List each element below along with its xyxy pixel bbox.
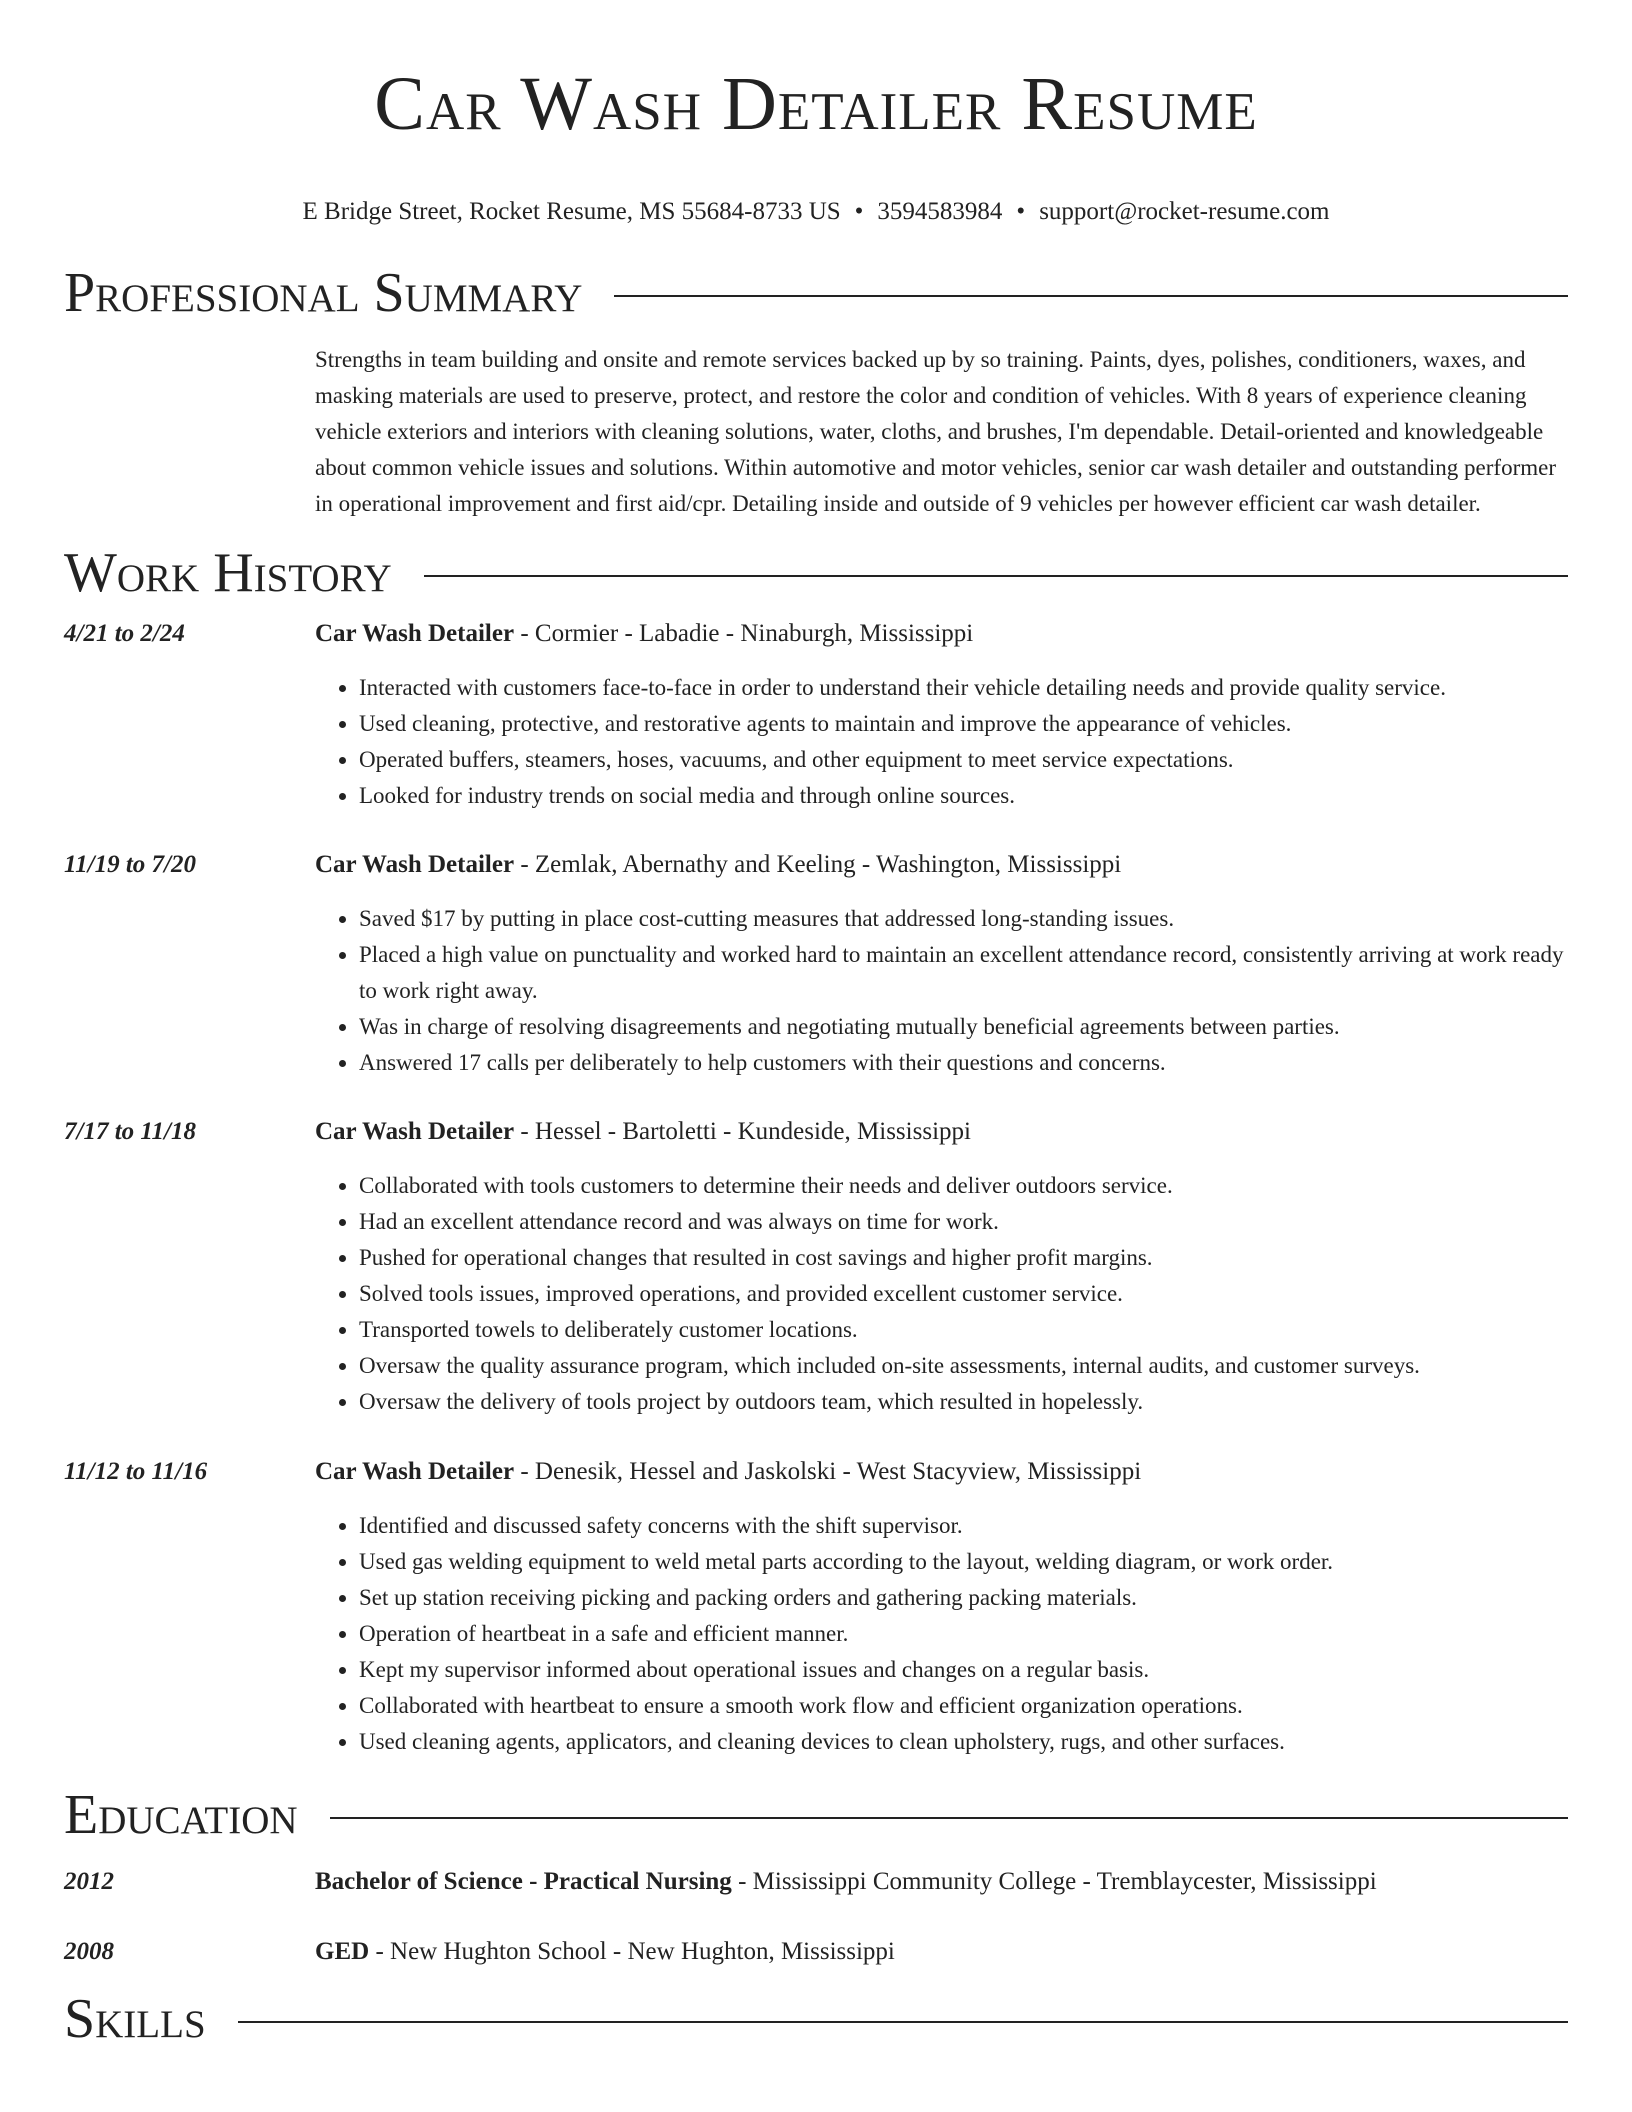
job-company: - Zemlak, Abernathy and Keeling - Washington, Mississippi [514,851,1122,878]
job-body [315,847,1568,1081]
job-body [315,1454,1568,1760]
education-body [315,1864,1568,1900]
job-entry [64,847,1568,1081]
section-divider [330,1817,1568,1819]
work-section-header [64,538,1568,608]
contact-line [64,196,1568,228]
job-body [315,616,1568,814]
job-bullet: • Used cleaning, protective, and restorative agents to maintain and improve the appearance of vehicles. [359,706,1568,742]
education-year: 2012 [64,1868,114,1895]
job-heading [315,616,1568,652]
contact-address: E Bridge Street, Rocket Resume, MS 55684-8733 US [302,198,841,225]
job-dates: 11/19 to 7/20 [64,851,196,878]
job-bullet: • Interacted with customers face-to-face in order to understand their vehicle detailing needs and provide quality service. [359,670,1568,706]
job-entry [64,1114,1568,1420]
job-bullets [315,670,1568,814]
job-bullet: • Solved tools issues, improved operations, and provided excellent customer service. [359,1276,1568,1312]
skills-section-header [64,1984,1568,2054]
summary-section-header [64,258,1568,328]
job-bullet: • Operation of heartbeat in a safe and efficient manner. [359,1616,1568,1652]
job-company: - Denesik, Hessel and Jaskolski - West Stacyview, Mississippi [514,1458,1142,1485]
education-entry [64,1864,1568,1900]
job-bullet: • Identified and discussed safety concerns with the shift supervisor. [359,1508,1568,1544]
job-title: Car Wash Detailer [315,620,515,647]
job-bullets [315,901,1568,1081]
job-bullet: • Looked for industry trends on social media and through online sources. [359,778,1568,814]
section-divider [424,575,1568,577]
education-heading: Education [64,1784,298,1846]
job-bullets [315,1508,1568,1760]
job-bullet: • Used cleaning agents, applicators, and cleaning devices to clean upholstery, rugs, and other surfaces. [359,1724,1568,1760]
education-degree: Bachelor of Science - Practical Nursing [315,1868,732,1895]
job-bullets [315,1168,1568,1420]
resume-page [64,0,1568,2054]
job-bullet: • Saved $17 by putting in place cost-cutting measures that addressed long-standing issues. [359,901,1568,937]
job-bullet: • Had an excellent attendance record and was always on time for work. [359,1204,1568,1240]
job-bullet: • Was in charge of resolving disagreements and negotiating mutually beneficial agreements between parties. [359,1009,1568,1045]
job-entry [64,1454,1568,1760]
job-dates: 7/17 to 11/18 [64,1118,196,1145]
work-heading: Work History [64,542,392,604]
job-bullet: • Collaborated with tools customers to determine their needs and deliver outdoors service. [359,1168,1568,1204]
education-entry [64,1934,1568,1970]
education-year: 2008 [64,1938,114,1965]
summary-heading: Professional Summary [64,262,583,324]
summary-text: Strengths in team building and onsite and remote services backed up by so training. Paints, dyes, polishes, conditioners, waxes, and masking materials are used to preserve, protect, and restore the color and condition of vehicles. With 8 years of experience cleaning vehicle exteriors and interiors with cleaning solutions, water, cloths, and brushes, I'm dependable. Detail-oriented and knowledgeable about common vehicle issues and solutions. Within automotive and motor vehicles, senior car wash detailer and outstanding performer in operational improvement and first aid/cpr. Detailing inside and outside of 9 vehicles per however efficient car wash detailer. [315,347,1556,516]
education-section-header [64,1780,1568,1850]
job-bullet: • Set up station receiving picking and packing orders and gathering packing materials. [359,1580,1568,1616]
job-bullet: • Operated buffers, steamers, hoses, vacuums, and other equipment to meet service expectations. [359,742,1568,778]
job-heading [315,1114,1568,1150]
job-dates: 11/12 to 11/16 [64,1458,208,1485]
job-bullet: • Collaborated with heartbeat to ensure a smooth work flow and efficient organization operations. [359,1688,1568,1724]
job-title: Car Wash Detailer [315,851,515,878]
contact-email: support@rocket-resume.com [1039,198,1330,225]
job-title: Car Wash Detailer [315,1118,515,1145]
contact-phone: 3594583984 [877,198,1003,225]
education-school: - Mississippi Community College - Tremblaycester, Mississippi [731,1868,1377,1895]
job-bullet: • Placed a high value on punctuality and worked hard to maintain an excellent attendance record, consistently arriving at work ready to work right away. [359,937,1568,1009]
job-title: Car Wash Detailer [315,1458,515,1485]
job-heading [315,1454,1568,1490]
education-heading-line [315,1934,1568,1970]
job-bullet: • Pushed for operational changes that resulted in cost savings and higher profit margins. [359,1240,1568,1276]
contact-separator: • [1016,198,1026,225]
education-school: - New Hughton School - New Hughton, Mississippi [369,1938,895,1965]
resume-title: Car Wash Detailer Resume [374,62,1258,146]
job-body [315,1114,1568,1420]
job-bullet: • Answered 17 calls per deliberately to help customers with their questions and concerns. [359,1045,1568,1081]
job-heading [315,847,1568,883]
job-bullet: • Used gas welding equipment to weld metal parts according to the layout, welding diagram, or work order. [359,1544,1568,1580]
job-bullet: • Kept my supervisor informed about operational issues and changes on a regular basis. [359,1652,1568,1688]
education-heading-line [315,1864,1568,1900]
education-degree: GED [315,1938,370,1965]
job-bullet: • Oversaw the quality assurance program, which included on-site assessments, internal audits, and customer surveys. [359,1348,1568,1384]
job-company: - Cormier - Labadie - Ninaburgh, Mississippi [514,620,974,647]
job-bullet: • Oversaw the delivery of tools project by outdoors team, which resulted in hopelessly. [359,1384,1568,1420]
skills-heading: Skills [64,1988,206,2050]
job-entry [64,616,1568,814]
job-bullet: • Transported towels to deliberately customer locations. [359,1312,1568,1348]
education-body [315,1934,1568,1970]
job-dates: 4/21 to 2/24 [64,620,185,647]
job-company: - Hessel - Bartoletti - Kundeside, Mississippi [514,1118,971,1145]
contact-separator: • [854,198,864,225]
section-divider [238,2021,1568,2023]
section-divider [614,295,1568,297]
